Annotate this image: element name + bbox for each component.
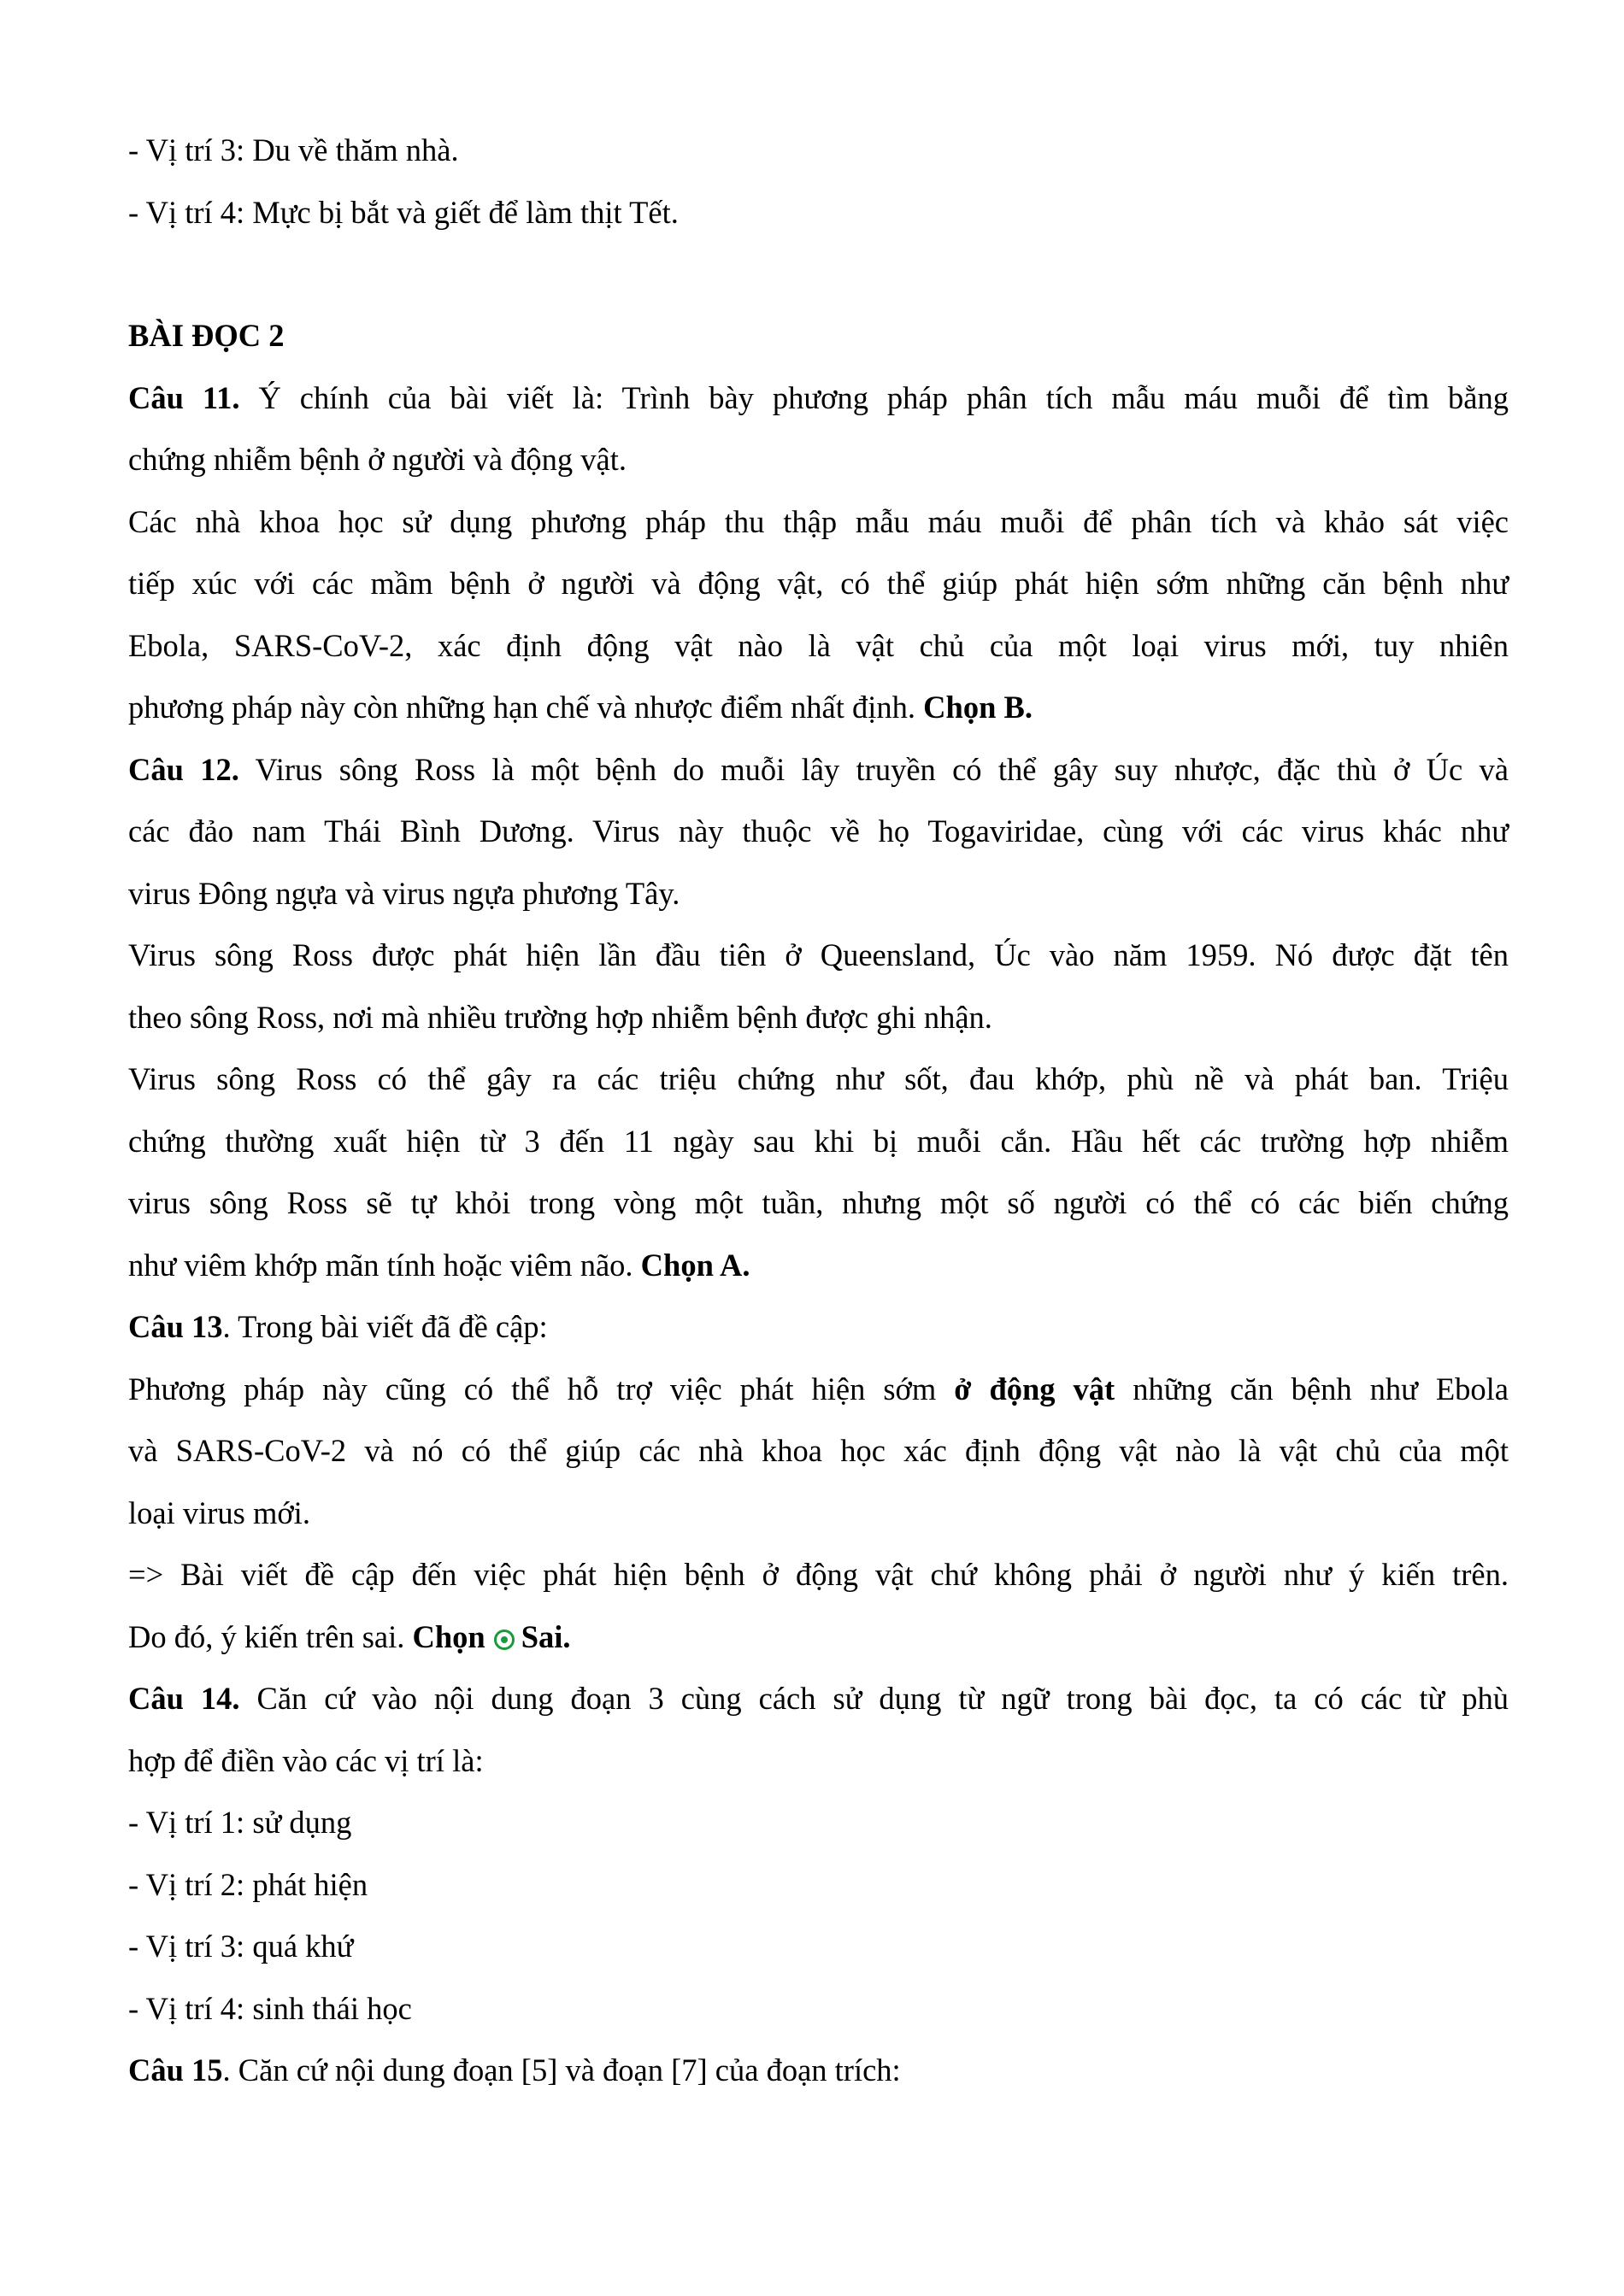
q11-answer: Chọn B. <box>923 690 1033 725</box>
q12-para-line: Virus sông Ross có thể gây ra các triệu chứng như sốt, đau khớp, phù nề và phát ban. Triệu <box>128 1061 1509 1096</box>
q12-text: như viêm khớp mãn tính hoặc viêm não. <box>128 1247 641 1283</box>
q13-para-line <box>128 1606 1509 1669</box>
q13-text: những căn bệnh như Ebola <box>1115 1371 1509 1406</box>
q12-para-line: Virus sông Ross được phát hiện lần đầu tiên ở Queensland, Úc vào năm 1959. Nó được đặt tên <box>128 937 1509 972</box>
q13-para-line: => Bài viết đề cập đến việc phát hiện bệnh ở động vật chứ không phải ở người như ý kiến trên. <box>128 1557 1509 1592</box>
q14-line: hợp để điền vào các vị trí là: <box>128 1742 484 1778</box>
q11-para-line: Ebola, SARS-CoV-2, xác định động vật nào là vật chủ của một loại virus mới, tuy nhiên <box>128 627 1509 663</box>
q12-line: virus Đông ngựa và virus ngựa phương Tây. <box>128 875 680 911</box>
q14-line <box>128 1668 1509 1730</box>
list-item: - Vị trí 3: quá khứ <box>128 1929 354 1964</box>
q12-line <box>128 739 1509 802</box>
q11-para-line <box>128 677 1509 739</box>
q13-answer-label: Chọn <box>412 1618 485 1654</box>
q11-line: chứng nhiễm bệnh ở người và động vật. <box>128 442 627 477</box>
q13-text: Phương pháp này cũng có thể hỗ trợ việc phát hiện sớm <box>128 1371 955 1406</box>
q12-para-line: virus sông Ross sẽ tự khỏi trong vòng một tuần, nhưng một số người có thể có các biến chứng <box>128 1185 1509 1220</box>
q12-para-line: theo sông Ross, nơi mà nhiều trường hợp nhiễm bệnh được ghi nhận. <box>128 999 992 1035</box>
q15-text: . Căn cứ nội dung đoạn [5] và đoạn [7] của đoạn trích: <box>222 2052 901 2088</box>
text-line: - Vị trí 3: Du về thăm nhà. <box>128 132 459 167</box>
q12-line: các đảo nam Thái Bình Dương. Virus này thuộc về họ Togaviridae, cùng với các virus khác như <box>128 813 1509 849</box>
q11-para-line: Các nhà khoa học sử dụng phương pháp thu thập mẫu máu muỗi để phân tích và khảo sát việc <box>128 503 1509 539</box>
q15-line <box>128 2040 1509 2102</box>
list-item: - Vị trí 4: sinh thái học <box>128 1990 412 2026</box>
radio-selected-icon <box>494 1630 515 1650</box>
q15-label: Câu 15 <box>128 2052 223 2088</box>
list-item: - Vị trí 2: phát hiện <box>128 1866 368 1902</box>
q13-line <box>128 1296 1509 1359</box>
q11-line <box>128 367 1509 430</box>
q11-label: Câu 11. <box>128 379 240 415</box>
q13-para-line: và SARS-CoV-2 và nó có thể giúp các nhà khoa học xác định động vật nào là vật chủ của một <box>128 1433 1509 1468</box>
q12-text: Virus sông Ross là một bệnh do muỗi lây truyền có thể gây suy nhược, đặc thù ở Úc và <box>238 751 1509 787</box>
q11-text: phương pháp này còn những hạn chế và nhược điểm nhất định. <box>128 690 924 725</box>
q14-label: Câu 14. <box>128 1681 240 1716</box>
spacer <box>128 244 1509 305</box>
document-page <box>128 120 1509 2102</box>
q11-para-line: tiếp xúc với các mầm bệnh ở người và động vật, có thể giúp phát hiện sớm những căn bệnh như <box>128 566 1509 601</box>
q13-text: . Trong bài viết đã đề cập: <box>222 1309 548 1344</box>
list-item: - Vị trí 1: sử dụng <box>128 1805 352 1840</box>
q12-label: Câu 12. <box>128 751 239 787</box>
q12-para-line <box>128 1235 1509 1297</box>
q11-text: Ý chính của bài viết là: Trình bày phương pháp phân tích mẫu máu muỗi để tìm bằng <box>239 379 1509 415</box>
q13-text: Do đó, ý kiến trên sai. <box>128 1618 413 1654</box>
q13-emphasis: ở động vật <box>954 1371 1115 1406</box>
q12-para-line: chứng thường xuất hiện từ 3 đến 11 ngày sau khi bị muỗi cắn. Hầu hết các trường hợp nhiễm <box>128 1123 1509 1159</box>
q12-answer: Chọn A. <box>640 1247 750 1283</box>
q13-answer: Sai. <box>521 1618 571 1654</box>
q13-para-line: loại virus mới. <box>128 1494 310 1530</box>
q14-text: Căn cứ vào nội dung đoạn 3 cùng cách sử dụng từ ngữ trong bài đọc, ta có các từ phù <box>239 1681 1509 1716</box>
q13-label: Câu 13 <box>128 1309 223 1344</box>
section-heading: BÀI ĐỌC 2 <box>128 318 285 353</box>
q13-para-line <box>128 1359 1509 1421</box>
text-line: - Vị trí 4: Mực bị bắt và giết để làm thịt Tết. <box>128 194 679 230</box>
